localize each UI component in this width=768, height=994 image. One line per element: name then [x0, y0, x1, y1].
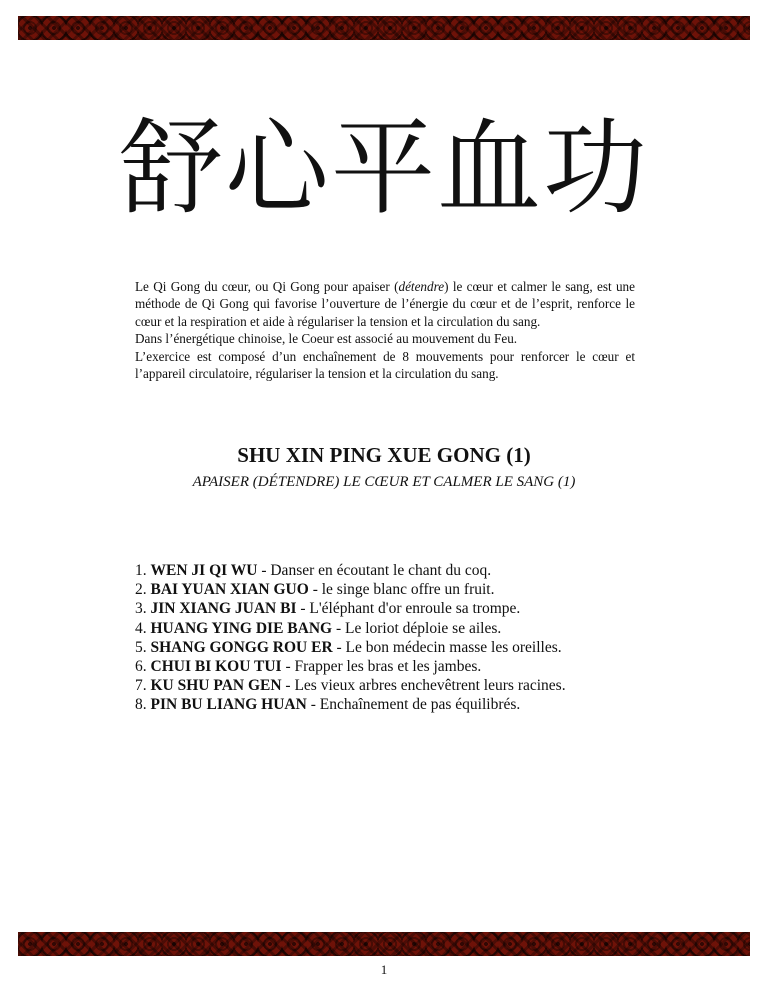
- movement-item: [135, 561, 655, 580]
- intro-paragraph-3: L’exercice est composé d’un enchaînement de 8 mouvements pour renforcer le cœur et l’appareil circulatoire, régulariser la tension et la circulation du sang.: [135, 348, 635, 382]
- movement-description: - Le bon médecin masse les oreilles.: [332, 638, 562, 656]
- movement-name: SHANG GONGG ROU ER: [150, 638, 333, 656]
- intro-paragraph-1: [135, 278, 635, 330]
- movement-item: [135, 657, 655, 676]
- movement-number: 4.: [135, 619, 147, 637]
- movement-number: 3.: [135, 600, 147, 618]
- top-decorative-border: [18, 16, 750, 40]
- movement-number: 7.: [135, 677, 147, 695]
- movement-item: [135, 676, 655, 695]
- movement-name: PIN BU LIANG HUAN: [150, 696, 307, 714]
- movement-description: - Le loriot déploie se ailes.: [332, 619, 502, 637]
- movement-number: 6.: [135, 658, 147, 676]
- movement-name: CHUI BI KOU TUI: [150, 658, 282, 676]
- movement-description: - le singe blanc offre un fruit.: [308, 581, 495, 599]
- movement-number: 2.: [135, 581, 147, 599]
- intro-p1-emphasis: détendre: [398, 279, 445, 294]
- movement-name: WEN JI QI WU: [150, 562, 258, 579]
- movement-name: HUANG YING DIE BANG: [150, 619, 333, 637]
- intro-paragraph-2: Dans l’énergétique chinoise, le Coeur est associé au mouvement du Feu.: [135, 331, 518, 347]
- bottom-decorative-border: [18, 932, 750, 956]
- chinese-title: 舒心平血功: [118, 107, 649, 229]
- movement-description: - Danser en écoutant le chant du coq.: [257, 562, 492, 579]
- movement-name: KU SHU PAN GEN: [150, 677, 282, 695]
- movement-item: [135, 580, 655, 599]
- movement-item: [135, 695, 655, 714]
- movement-description: - L'éléphant d'or enroule sa trompe.: [296, 600, 521, 618]
- movement-item: [135, 599, 655, 618]
- movement-number: 8.: [135, 696, 147, 714]
- movement-name: JIN XIANG JUAN BI: [150, 600, 297, 618]
- intro-p1-before: Le Qi Gong du cœur, ou Qi Gong pour apaiser (: [135, 279, 399, 294]
- movement-description: - Les vieux arbres enchevêtrent leurs racines.: [281, 677, 566, 695]
- movement-item: [135, 638, 655, 657]
- intro-text: [135, 278, 635, 382]
- movement-number: 5.: [135, 638, 147, 656]
- main-title: SHU XIN PING XUE GONG (1): [237, 443, 531, 467]
- sub-title: APAISER (DÉTENDRE) LE CŒUR ET CALMER LE SANG (1): [192, 474, 576, 490]
- page-number: 1: [380, 962, 388, 977]
- movement-name: BAI YUAN XIAN GUO: [150, 581, 309, 599]
- movement-description: - Enchaînement de pas équilibrés.: [306, 696, 521, 714]
- movement-number: 1.: [135, 562, 147, 579]
- movement-item: [135, 619, 655, 638]
- movement-description: - Frapper les bras et les jambes.: [281, 658, 482, 676]
- intro-p1-after: ) le cœur et calmer le sang, est une méthode de Qi Gong qui favorise l’ouverture de l’énergie du cœur et de l’esprit, renforce le cœur et la respiration et aide à régulariser la tension et la circulation du sang.: [135, 279, 635, 329]
- movement-list: [135, 561, 655, 715]
